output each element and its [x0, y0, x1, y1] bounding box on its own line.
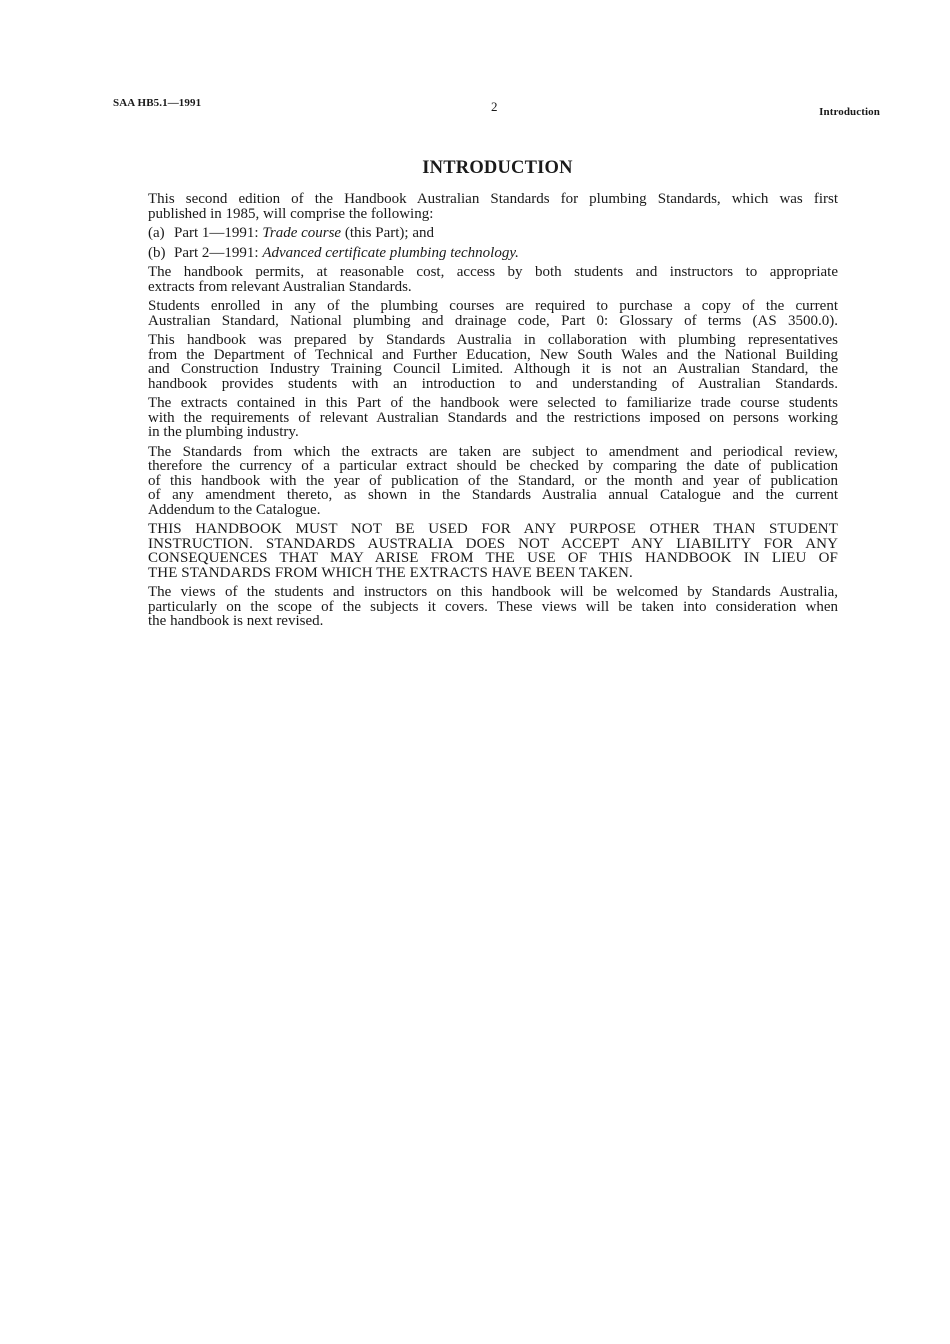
text-line: This second edition of the Handbook Australian Standards for plumbing Standards, which was first [148, 191, 838, 207]
text-line: handbook provides students with an introduction to and understanding of Australian Standards. [148, 375, 838, 392]
text-line: The extracts contained in this Part of the handbook were selected to familiarize trade course students [148, 395, 838, 411]
text-line: Addendum to the Catalogue. [148, 501, 321, 518]
text-line: extracts from relevant Australian Standards. [148, 278, 412, 295]
text-line: therefore the currency of a particular extract should be checked by comparing the date of publication [148, 458, 838, 474]
text-line: with the requirements of relevant Australian Standards and the restrictions imposed on persons working [148, 409, 838, 426]
text-line: Australian Standard, National plumbing and drainage code, Part 0: Glossary of terms (AS 3500.0). [148, 312, 838, 329]
list-title-italic: Advanced certificate plumbing technology. [262, 244, 519, 261]
text-line: This handbook was prepared by Standards Australia in collaboration with plumbing representatives [148, 332, 838, 348]
text-line: published in 1985, will comprise the following: [148, 205, 434, 222]
list-suffix: (this Part); and [341, 225, 434, 241]
text-line: and Construction Industry Training Council Limited. Although it is not an Australian Standard, the [148, 361, 838, 377]
paragraph-extracts [148, 396, 838, 440]
text-line: of any amendment thereto, as shown in the Standards Australia annual Catalogue and the current [148, 487, 838, 503]
document-code: SAA HB5.1—1991 [113, 97, 202, 109]
paragraph-prepared-by [148, 333, 838, 391]
text-line: The Standards from which the extracts are taken are subject to amendment and periodical review, [148, 443, 838, 460]
text-line: CONSEQUENCES THAT MAY ARISE FROM THE USE OF THIS HANDBOOK IN LIEU OF [148, 550, 838, 566]
text-line: The handbook permits, at reasonable cost, access by both students and instructors to appropriate [148, 264, 838, 280]
list-item-part-1 [148, 226, 838, 241]
list-prefix: Part 2—1991: [174, 244, 263, 261]
list-item-part-2 [148, 246, 838, 261]
paragraph-students-enrolled [148, 299, 838, 328]
running-section-title: Introduction [819, 106, 880, 118]
text-line: The views of the students and instructors on this handbook will be welcomed by Standards Australia, [148, 584, 838, 600]
text-line: the handbook is next revised. [148, 613, 324, 629]
list-label: (b) [148, 244, 166, 261]
text-line: in the plumbing industry. [148, 424, 299, 440]
paragraph-access [148, 265, 838, 294]
text-line: from the Department of Technical and Further Education, New South Wales and the National Building [148, 346, 838, 363]
paragraph-feedback [148, 585, 838, 629]
text-line: of this handbook with the year of publication of the Standard, or the month and year of publication [148, 472, 838, 489]
text-line: THIS HANDBOOK MUST NOT BE USED FOR ANY PURPOSE OTHER THAN STUDENT [148, 521, 838, 537]
text-line: particularly on the scope of the subjects it covers. These views will be taken into consideration when [148, 598, 838, 615]
list-prefix: Part 1—1991: [174, 225, 263, 241]
text-line: THE STANDARDS FROM WHICH THE EXTRACTS HAVE BEEN TAKEN. [148, 564, 633, 581]
text-line: INSTRUCTION. STANDARDS AUSTRALIA DOES NOT ACCEPT ANY LIABILITY FOR ANY [148, 535, 838, 552]
paragraph-disclaimer [148, 522, 838, 580]
page-title [0, 158, 950, 179]
list-title-italic: Trade course [262, 225, 342, 241]
page-title-text: INTRODUCTION [422, 158, 573, 178]
page-number: 2 [491, 99, 498, 114]
paragraph-edition [148, 192, 838, 221]
paragraph-amendment [148, 445, 838, 518]
document-body [148, 192, 838, 634]
text-line: Students enrolled in any of the plumbing courses are required to purchase a copy of the current [148, 298, 838, 314]
list-label: (a) [148, 225, 165, 241]
